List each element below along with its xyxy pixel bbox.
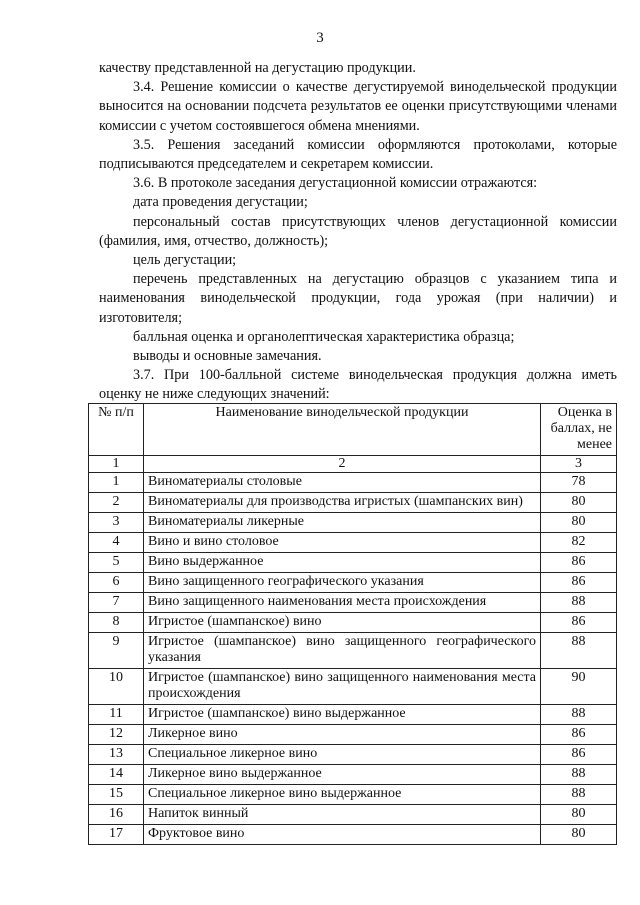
- paragraph: цель дегустации;: [133, 252, 237, 269]
- product-name: Игристое (шампанское) вино: [144, 613, 541, 633]
- min-score: 80: [541, 825, 617, 845]
- column-number: 2: [144, 456, 541, 473]
- min-score: 78: [541, 473, 617, 493]
- column-number: 3: [541, 456, 617, 473]
- table-row: [89, 513, 617, 533]
- paragraph: 3.7. При 100-балльной системе винодельческая продукция должна иметь оценку не ниже следующих значений:: [99, 367, 617, 403]
- min-score: 88: [541, 593, 617, 613]
- table-row: [89, 785, 617, 805]
- row-number: 6: [89, 573, 144, 593]
- table-column-number-row: [89, 456, 617, 473]
- header-number: № п/п: [89, 404, 144, 456]
- min-score: 86: [541, 613, 617, 633]
- paragraph: 3.6. В протоколе заседания дегустационной комиссии отражаются:: [133, 175, 538, 192]
- min-score: 88: [541, 765, 617, 785]
- min-score: 86: [541, 725, 617, 745]
- table-row: [89, 493, 617, 513]
- paragraph: качеству представленной на дегустацию продукции.: [99, 60, 416, 76]
- row-number: 11: [89, 705, 144, 725]
- paragraph: персональный состав присутствующих членов дегустационной комиссии (фамилия, имя, отчество, должность);: [99, 213, 617, 249]
- product-name: Виноматериалы для производства игристых (шампанских вин): [144, 493, 541, 513]
- table-row: [89, 553, 617, 573]
- paragraph: балльная оценка и органолептическая характеристика образца;: [133, 328, 515, 345]
- table-header-row: [89, 404, 617, 456]
- document-body: [99, 59, 617, 405]
- row-number: 1: [89, 473, 144, 493]
- row-number: 4: [89, 533, 144, 553]
- table-row: [89, 473, 617, 493]
- product-name: Виноматериалы ликерные: [144, 513, 541, 533]
- product-name: Игристое (шампанское) вино защищенного географического указания: [144, 633, 541, 669]
- row-number: 3: [89, 513, 144, 533]
- row-number: 10: [89, 669, 144, 705]
- paragraph: дата проведения дегустации;: [133, 194, 308, 211]
- product-name: Фруктовое вино: [144, 825, 541, 845]
- paragraph: 3.5. Решения заседаний комиссии оформляются протоколами, которые подписываются председателем и секретарем комиссии.: [99, 136, 617, 173]
- product-name: Ликерное вино: [144, 725, 541, 745]
- product-name: Вино выдержанное: [144, 553, 541, 573]
- row-number: 2: [89, 493, 144, 513]
- min-score: 80: [541, 513, 617, 533]
- table-row: [89, 805, 617, 825]
- min-score: 88: [541, 633, 617, 669]
- header-product-name: Наименование винодельческой продукции: [144, 404, 541, 456]
- min-score: 82: [541, 533, 617, 553]
- table-row: [89, 725, 617, 745]
- min-score: 86: [541, 573, 617, 593]
- page-number: 3: [316, 30, 324, 46]
- row-number: 14: [89, 765, 144, 785]
- product-name: Игристое (шампанское) вино защищенного наименования места происхождения: [144, 669, 541, 705]
- product-name: Игристое (шампанское) вино выдержанное: [144, 705, 541, 725]
- row-number: 7: [89, 593, 144, 613]
- product-name: Виноматериалы столовые: [144, 473, 541, 493]
- row-number: 15: [89, 785, 144, 805]
- table-row: [89, 745, 617, 765]
- min-score: 80: [541, 493, 617, 513]
- paragraph: перечень представленных на дегустацию образцов с указанием типа и наименования винодельческой продукции, года урожая (при наличии) и изготовителя;: [99, 271, 617, 326]
- column-number: 1: [89, 456, 144, 473]
- row-number: 9: [89, 633, 144, 669]
- row-number: 17: [89, 825, 144, 845]
- min-score: 80: [541, 805, 617, 825]
- table-row: [89, 533, 617, 553]
- product-name: Вино защищенного наименования места происхождения: [144, 593, 541, 613]
- header-score: Оценка в баллах, не менее: [541, 404, 617, 456]
- min-score: 88: [541, 705, 617, 725]
- row-number: 13: [89, 745, 144, 765]
- wine-score-table: [88, 403, 617, 845]
- product-name: Вино защищенного географического указания: [144, 573, 541, 593]
- paragraph: 3.4. Решение комиссии о качестве дегустируемой винодельческой продукции выносится на основании подсчета результатов ее оценки присутствующими членами комиссии с учетом состоявшегося обмена мнениями.: [99, 79, 617, 134]
- paragraph: выводы и основные замечания.: [133, 348, 322, 365]
- row-number: 16: [89, 805, 144, 825]
- table-row: [89, 705, 617, 725]
- product-name: Вино и вино столовое: [144, 533, 541, 553]
- table-row: [89, 593, 617, 613]
- row-number: 12: [89, 725, 144, 745]
- row-number: 8: [89, 613, 144, 633]
- product-name: Специальное ликерное вино выдержанное: [144, 785, 541, 805]
- product-name: Ликерное вино выдержанное: [144, 765, 541, 785]
- min-score: 90: [541, 669, 617, 705]
- table-row: [89, 825, 617, 845]
- table-row: [89, 633, 617, 669]
- table-row: [89, 669, 617, 705]
- product-name: Специальное ликерное вино: [144, 745, 541, 765]
- min-score: 88: [541, 785, 617, 805]
- table-row: [89, 573, 617, 593]
- row-number: 5: [89, 553, 144, 573]
- table-row: [89, 765, 617, 785]
- product-name: Напиток винный: [144, 805, 541, 825]
- min-score: 86: [541, 745, 617, 765]
- min-score: 86: [541, 553, 617, 573]
- table-row: [89, 613, 617, 633]
